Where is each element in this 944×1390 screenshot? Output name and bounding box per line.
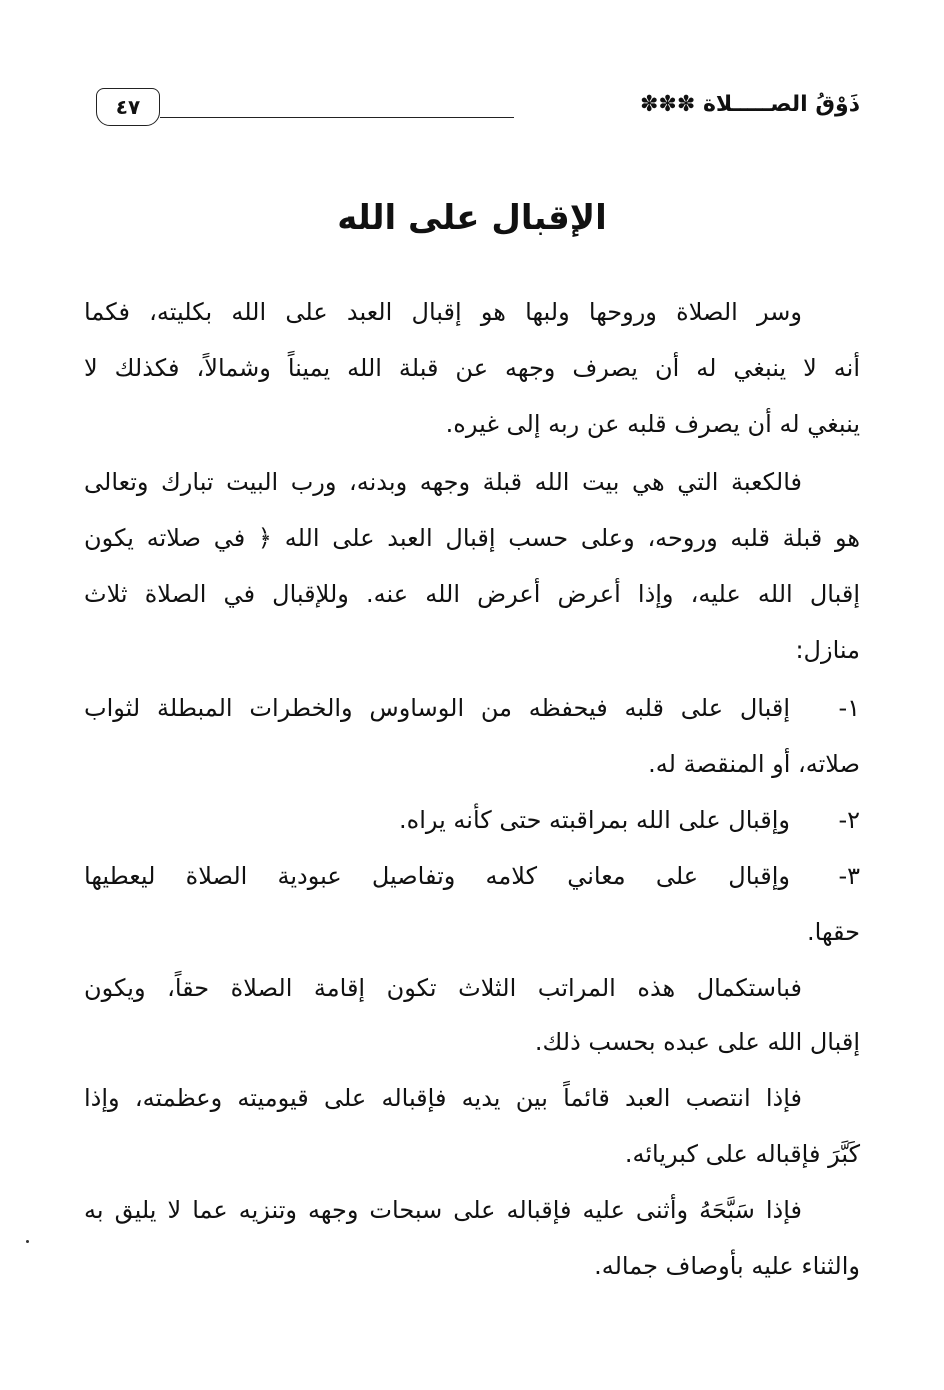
list-item bbox=[84, 856, 860, 896]
paragraph-line: فالكعبة التي هي بيت الله قبلة وجهه وبدنه، ورب البيت تبارك وتعالى bbox=[84, 468, 802, 496]
list-item-number: ٢- bbox=[838, 806, 860, 834]
paragraph-line: وسر الصلاة وروحها ولبها هو إقبال العبد على الله بكليته، فكما bbox=[84, 298, 802, 326]
list-item-continuation: صلاته، أو المنقصة له. bbox=[648, 750, 860, 778]
paragraph-line: أنه لا ينبغي له أن يصرف وجهه عن قبلة الله يميناً وشمالاً، فكذلك لا bbox=[84, 354, 860, 382]
list-item-number: ٣- bbox=[838, 862, 860, 890]
list-item-text: إقبال على قلبه فيحفظه من الوساوس والخطرات المبطلة لثواب bbox=[84, 694, 790, 722]
paragraph-line: فباستكمال هذه المراتب الثلاث تكون إقامة الصلاة حقاً، ويكون bbox=[84, 974, 802, 1002]
paragraph-line: فإذا انتصب العبد قائماً بين يديه فإقباله على قيوميته وعظمته، وإذا bbox=[84, 1084, 802, 1112]
paragraph-line: والثناء عليه بأوصاف جماله. bbox=[594, 1252, 860, 1280]
list-item bbox=[84, 800, 860, 840]
paragraph-line: كَبَّرَ فإقباله على كبريائه. bbox=[624, 1140, 860, 1168]
page-number bbox=[96, 88, 160, 126]
list-item bbox=[84, 688, 860, 728]
list-item-text: وإقبال على معاني كلامه وتفاصيل عبودية الصلاة ليعطيها bbox=[84, 862, 790, 890]
paragraph-line: إقبال الله عليه، وإذا أعرض أعرض الله عنه. وللإقبال في الصلاة ثلاث bbox=[84, 580, 860, 608]
scan-speck bbox=[26, 1240, 29, 1243]
page-number-text: ٤٧ bbox=[115, 95, 141, 119]
list-item-continuation: حقها. bbox=[807, 918, 860, 946]
paragraph-line: فإذا سَبَّحَهُ وأثنى عليه فإقباله على سبحات وجهه وتنزيه عما لا يليق به bbox=[84, 1196, 802, 1224]
list-item-text: وإقبال على الله بمراقبته حتى كأنه يراه. bbox=[398, 806, 790, 834]
paragraph-line: ينبغي له أن يصرف قلبه عن ربه إلى غيره. bbox=[445, 410, 860, 438]
paragraph-line: منازل: bbox=[795, 636, 860, 664]
header-rule bbox=[160, 117, 514, 118]
list-item-number: ١- bbox=[838, 694, 860, 722]
running-title: ذَوْقُ الصـــــلاة bbox=[702, 92, 860, 117]
paragraph-line: إقبال الله على عبده بحسب ذلك. bbox=[534, 1028, 860, 1056]
chapter-title: الإقبال على الله bbox=[337, 198, 607, 238]
running-header bbox=[640, 92, 860, 117]
decorative-stars: ✽✽✽ bbox=[639, 92, 696, 117]
paragraph-line: هو قبلة قلبه وروحه، وعلى حسب إقبال العبد على الله ﴿ في صلاته يكون bbox=[84, 524, 860, 552]
